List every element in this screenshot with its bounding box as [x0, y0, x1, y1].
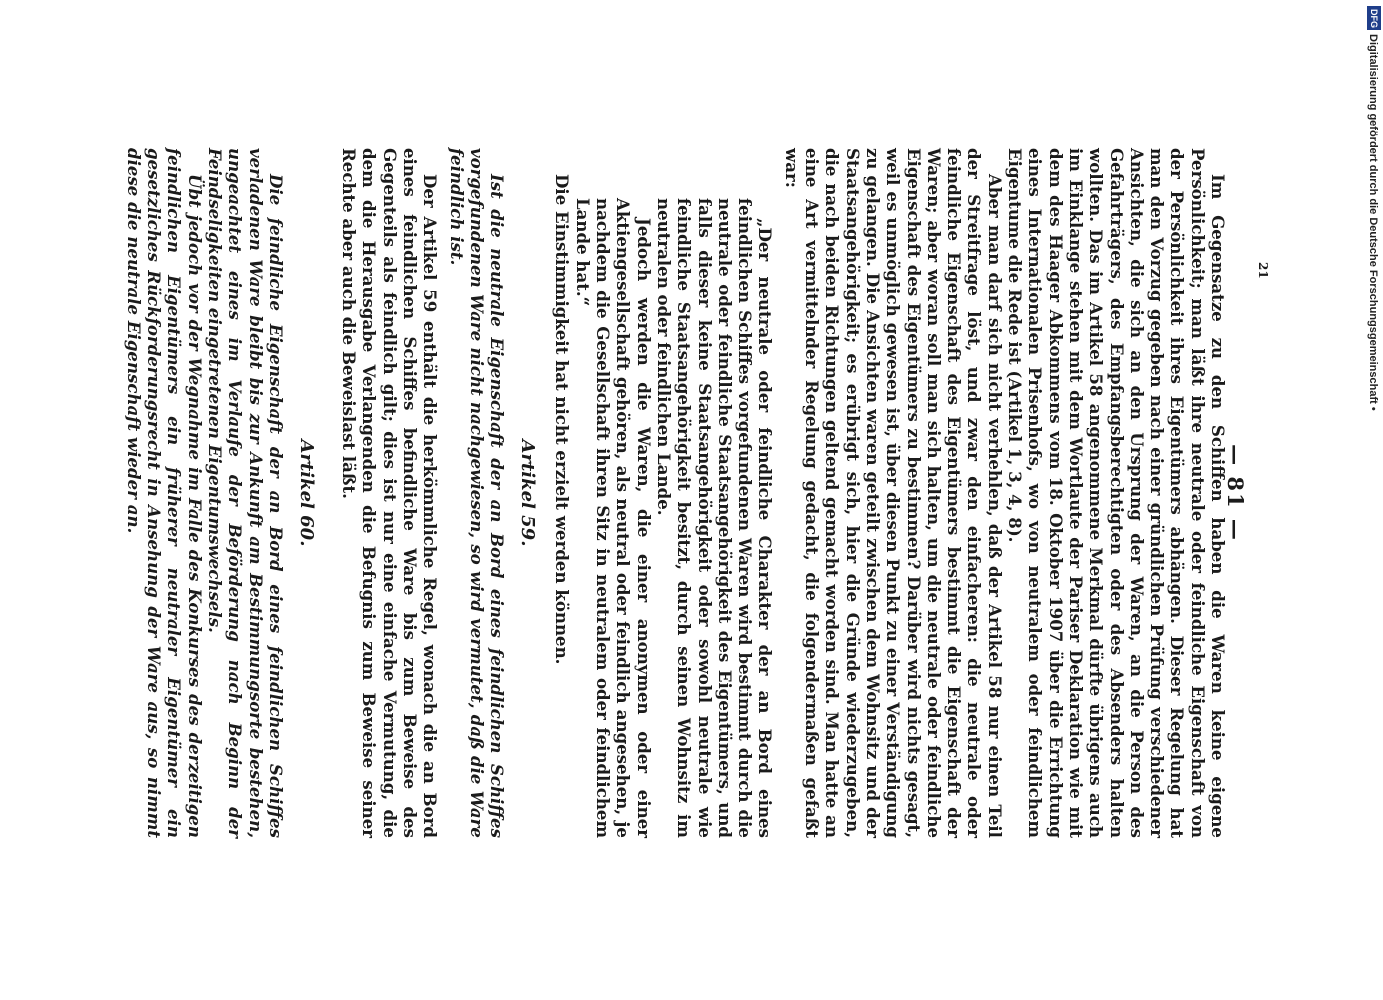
- digitization-credit: Digitalisierung gefördert durch die Deutsche Forschungsgemeinschaft •: [1367, 34, 1379, 411]
- article-59-heading: Artikel 59.: [517, 439, 539, 547]
- paragraph-2: Aber man darf sich nicht verhehlen, daß der Artikel 58 nur einen Teil der Streitfrage löst, und zwar den einfacheren: die neutrale oder feindliche Eigenschaft des Eigentümers bestimmt die Eigenschaft der Waren; aber woran soll man sich halten, um die neutrale oder feindliche Eigenschaft des Eigentümers zu bestimmen? Darüber wird nichts gesagt, weil es unmöglich gewesen ist, über diesen Punkt zu einer Verständigung zu gelangen. Die Ansichten waren geteilt zwischen dem Wohnsitz und der Staatsangehörigkeit; es erübrigt sich, hier die Gründe wiederzugeben, die nach beiden Richtungen geltend gemacht worden sind. Man hatte an eine Art vermittelnder Regelung gedacht, die folgendermaßen gefaßt war:: [781, 148, 1005, 838]
- conclusion-paragraph: Die Einstimmigkeit hat nicht erzielt werden können.: [552, 174, 573, 665]
- article-60-heading: Artikel 60.: [295, 439, 317, 547]
- paragraph-1: Im Gegensatze zu den Schiffen haben die Waren keine eigene Persönlichkeit; man läßt ihre neutrale oder feindliche Eigenschaft von der Persönlichkeit ihres Eigentümers abhängen. Dieser Regelung hat man den Vorzug gegeben nach einer gründlichen Prüfung verschiedener Ansichten, die sich an den Ursprung der Waren, an die Person des Gefahrträgers, des Empfangsberechtigten oder des Absenders halten wollten. Das im Artikel 58 angenommene Merkmal dürfte übrigens auch im Einklange stehen mit dem Wortlaute der Pariser Deklaration wie mit dem des Haager Abkommens vom 18. Oktober 1907 über die Errichtung eines Internationalen Prisenhofs, wo von neutralem oder feindlichem Eigentume die Rede ist (Artikel 1, 3, 4, 8).: [1005, 148, 1228, 838]
- quote-paragraph-1: „Der neutrale oder feindliche Charakter der an Bord eines feindlichen Schiffes vorgefundenen Waren wird bestimmt durch die neutrale oder feindliche Staatsangehörigkeit des Eigentümers, und falls dieser keine Staatsangehörigkeit oder sowohl neutrale wie feindliche Staatsangehörigkeit besitzt, durch seinen Wohnsitz im neutralen oder feindlichen Lande.: [653, 198, 776, 838]
- rotated-page: [123, 148, 1248, 838]
- quote-paragraph-2: Jedoch werden die Waren, die einer anonymen oder einer Aktiengesellschaft gehören, als neutral oder feindlich angesehen, je nachdem die Gesellschaft ihren Sitz in neutralem oder feindlichem Lande hat.“: [572, 198, 654, 838]
- article-60-text-2: Übt jedoch vor der Wegnahme im Falle des Konkurses des derzeitigen feindlichen Eigentümers ein früherer neutraler Eigentümer ein gesetzliches Rückforderungsrecht in Ansehung der Ware aus, so nimmt diese die neutrale Eigenschaft wieder an.: [123, 148, 205, 838]
- article-59-text: Ist die neutrale Eigenschaft der an Bord eines feindlichen Schiffes vorgefundenen Ware nicht nachgewiesen, so wird vermutet, daß die Ware feindlich ist.: [446, 148, 508, 838]
- dfg-logo: DFG: [1367, 6, 1381, 30]
- article-60-text-1: Die feindliche Eigenschaft der an Bord eines feindlichen Schiffes verladenen Ware bleibt bis zur Ankunft am Bestimmungsorte bestehen, ungeachtet eines im Verlaufe der Beförderung nach Beginn der Feindseligkeiten eingetretenen Eigentumswechsels.: [204, 148, 286, 838]
- signature-number: 21: [1256, 262, 1270, 279]
- page-body: [123, 148, 1228, 838]
- page-number: — 81 —: [1223, 444, 1248, 542]
- article-59-commentary: Der Artikel 59 enthält die herkömmliche Regel, wonach die an Bord eines feindlichen Schiffes befindliche Ware bis zum Beweise des Gegenteils als feindlich gilt; dies ist nur eine einfache Vermutung, die dem die Herausgabe Verlangenden die Befugnis zum Beweise seiner Rechte aber auch die Beweislast läßt.: [339, 148, 441, 838]
